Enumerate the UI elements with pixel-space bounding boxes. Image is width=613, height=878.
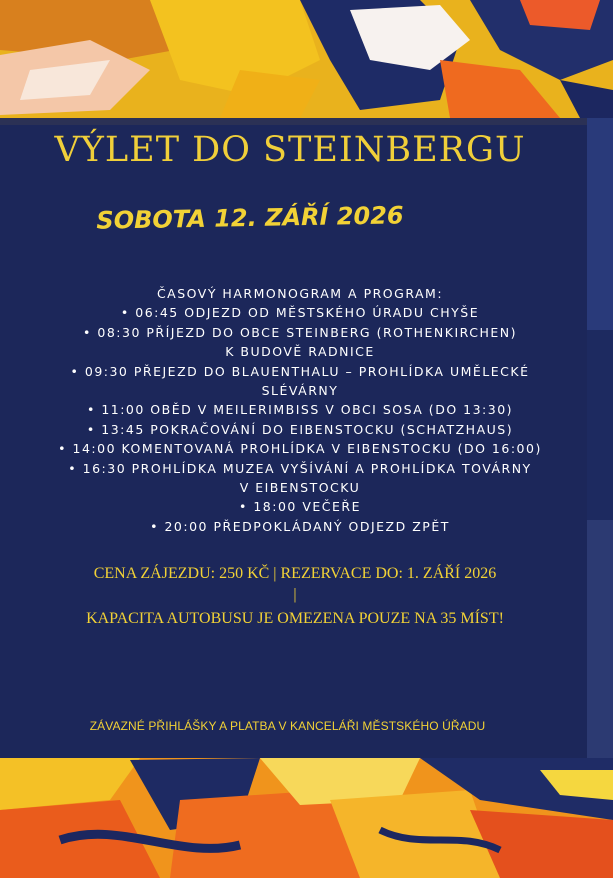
schedule-line: • 06:45 ODJEZD OD MĚSTSKÉHO ÚRADU CHYŠE (120, 305, 480, 321)
schedule-line: SLÉVÁRNY (261, 383, 339, 399)
schedule-line: • 16:30 PROHLÍDKA MUZEA VYŠÍVÁNÍ A PROHLÍDKA TOVÁRNY (68, 460, 532, 476)
page-title: VÝLET DO STEINBERGU (54, 130, 526, 170)
capacity-info: KAPACITA AUTOBUSU JE OMEZENA POUZE NA 35 MÍST! (86, 610, 504, 627)
schedule (50, 284, 550, 536)
schedule-line: • 08:30 PŘÍJEZD DO OBCE STEINBERG (ROTHENKIRCHEN) (83, 324, 517, 340)
schedule-line: K BUDOVĚ RADNICE (225, 344, 375, 360)
price-info: CENA ZÁJEZDU: 250 KČ | REZERVACE DO: 1. ZÁŘÍ 2026 (93, 565, 497, 582)
schedule-line: • 13:45 POKRAČOVÁNÍ DO EIBENSTOCKU (SCHATZHAUS) (86, 421, 514, 437)
event-date: SOBOTA 12. ZÁŘÍ 2026 (96, 201, 404, 235)
schedule-line: • 09:30 PŘEJEZD DO BLAUENTHALU – PROHLÍDKA UMĚLECKÉ (70, 363, 530, 379)
schedule-heading: ČASOVÝ HARMONOGRAM A PROGRAM: (156, 286, 444, 301)
schedule-line: V EIBENSTOCKU (239, 480, 361, 496)
schedule-line: • 14:00 KOMENTOVANÁ PROHLÍDKA V EIBENSTOCKU (DO 16:00) (58, 441, 542, 457)
schedule-line: • 20:00 PŘEDPOKLÁDANÝ ODJEZD ZPĚT (150, 518, 450, 534)
schedule-line: • 11:00 OBĚD V MEILERIMBISS V OBCI SOSA (DO 13:30) (86, 402, 514, 418)
schedule-line: • 18:00 VEČEŘE (238, 499, 361, 515)
footer-note: ZÁVAZNÉ PŘIHLÁŠKY A PLATBA V KANCELÁŘI MĚSTSKÉHO ÚŘADU (89, 719, 486, 733)
info-separator: | (293, 586, 297, 603)
